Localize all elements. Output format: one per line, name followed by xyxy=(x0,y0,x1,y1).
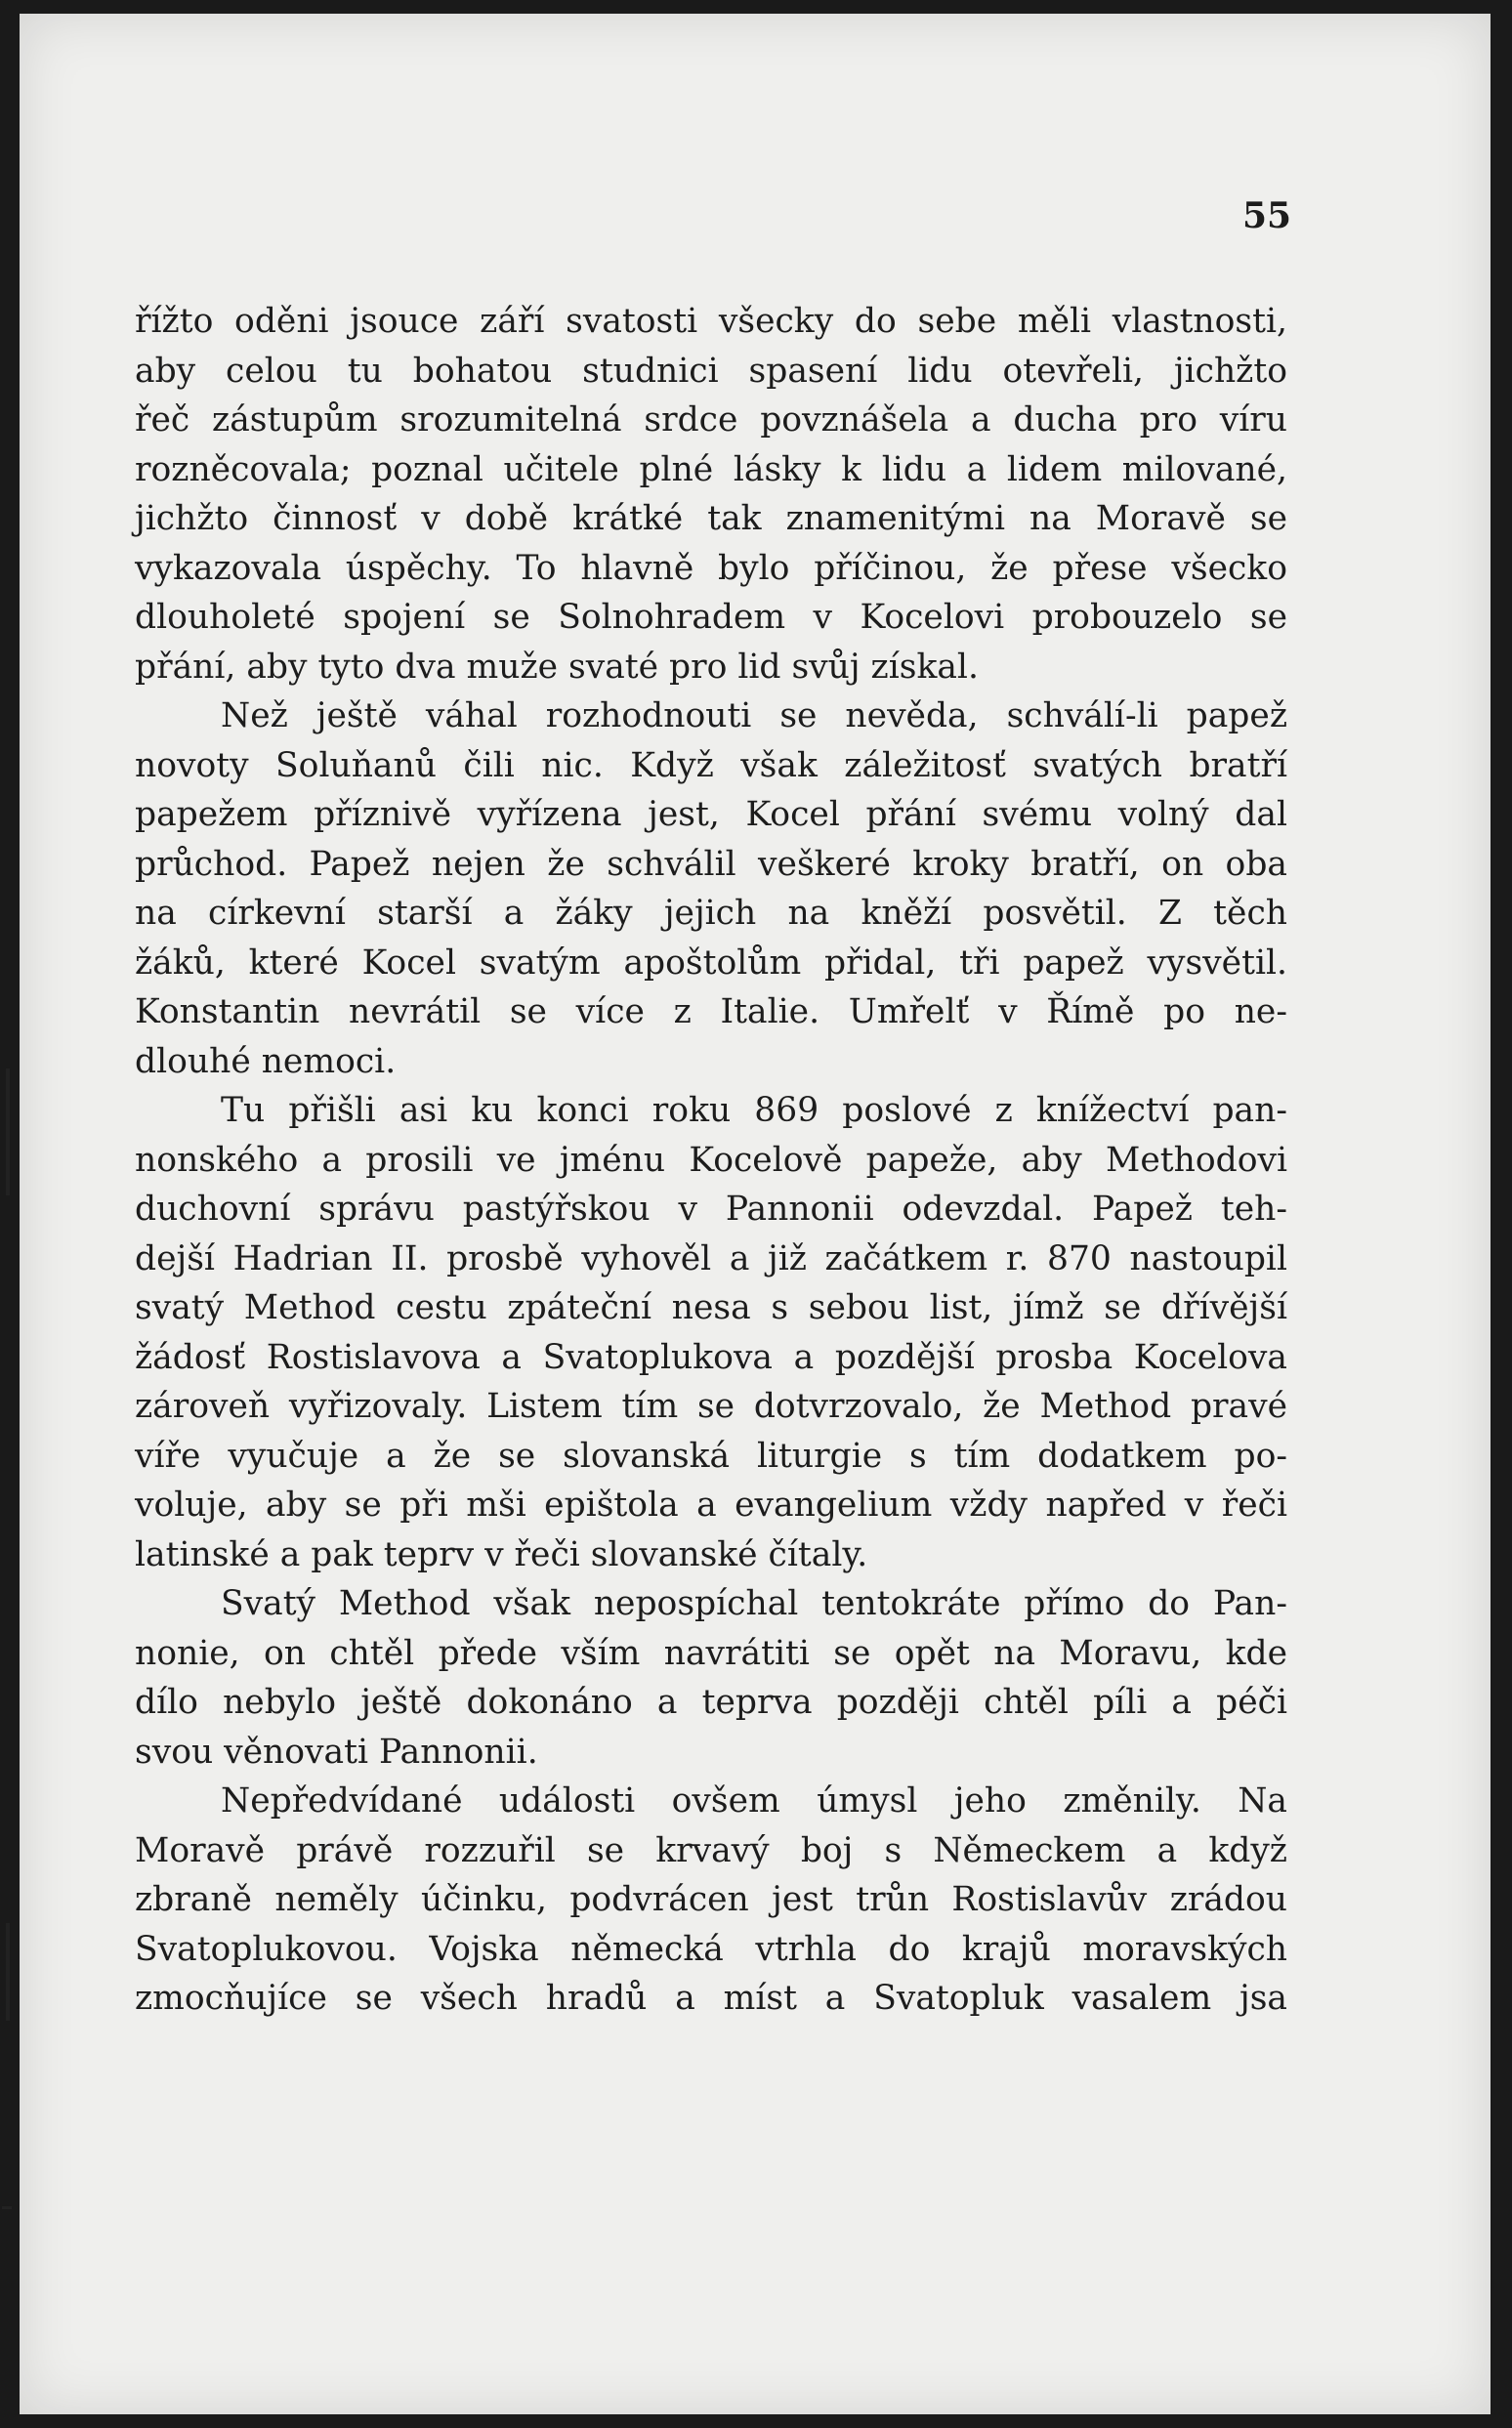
text-line: dlouhé nemoci. xyxy=(135,1041,397,1081)
text-line: Nepředvídané události ovšem úmysl jeho změnily. Na xyxy=(221,1781,1287,1821)
text-line: Moravě právě rozzuřil se krvavý boj s Německem a když xyxy=(135,1830,1287,1870)
margin-mark xyxy=(6,1923,10,2021)
text-line: latinské a pak teprv v řeči slovanské čítaly. xyxy=(135,1534,868,1574)
margin-mark xyxy=(6,1068,10,1195)
text-line: zmocňujíce se všech hradů a míst a Svatopluk vasalem jsa xyxy=(135,1979,1287,2018)
text-line: žáků, které Kocel svatým apoštolům přidal, tři papež vysvětil. xyxy=(135,942,1287,983)
text-line: duchovní správu pastýřskou v Pannonii odevzdal. Papež teh- xyxy=(135,1190,1287,1229)
body-text xyxy=(135,297,1287,2024)
text-line: žádosť Rostislavova a Svatoplukova a pozdější prosba Kocelova xyxy=(135,1337,1287,1377)
text-line: Svatoplukovou. Vojska německá vtrhla do krajů moravských xyxy=(135,1929,1287,1969)
text-line: Svatý Method však nepospíchal tentokráte přímo do Pan- xyxy=(221,1584,1287,1623)
text-line: Konstantin nevrátil se více z Italie. Umřelť v Římě po ne- xyxy=(135,992,1287,1031)
text-line: jichžto činnosť v době krátké tak znamenitými na Moravě se xyxy=(135,499,1287,538)
text-line: voluje, aby se při mši epištola a evangelium vždy napřed v řeči xyxy=(135,1486,1287,1525)
book-page xyxy=(20,14,1491,2414)
text-line: víře vyučuje a že se slovanská liturgie s tím dodatkem po- xyxy=(135,1436,1287,1476)
text-line: řeč zástupům srozumitelná srdce povznášela a ducha pro víru xyxy=(135,400,1287,440)
text-line: zároveň vyřizovaly. Listem tím se dotvrzovalo, že Method pravé xyxy=(135,1387,1287,1426)
text-line: papežem příznivě vyřízena jest, Kocel přání svému volný dal xyxy=(135,795,1287,834)
text-line: novoty Soluňanů čili nic. Když však záležitosť svatých bratří xyxy=(135,745,1287,785)
text-line: dílo nebylo ještě dokonáno a teprva později chtěl píli a péči xyxy=(135,1683,1287,1722)
text-line: řížto oděni jsouce září svatosti všecky do sebe měli vlastnosti, xyxy=(135,302,1287,341)
page-number: 55 xyxy=(1242,195,1292,236)
text-line: nonie, on chtěl přede vším navrátiti se opět na Moravu, kde xyxy=(135,1633,1287,1673)
text-line: Než ještě váhal rozhodnouti se nevěda, schválí-li papež xyxy=(221,696,1287,735)
text-line: svatý Method cestu zpáteční nesa s sebou list, jímž se dřívější xyxy=(135,1288,1287,1327)
text-line: dlouholeté spojení se Solnohradem v Kocelovi probouzelo se xyxy=(135,598,1287,637)
text-line: Tu přišli asi ku konci roku 869 poslové z knížectví pan- xyxy=(221,1091,1287,1130)
text-line: průchod. Papež nejen že schválil veškeré kroky bratří, on oba xyxy=(135,844,1287,884)
text-line: přání, aby tyto dva muže svaté pro lid svůj získal. xyxy=(135,647,979,687)
text-line: na církevní starší a žáky jejich na kněží posvětil. Z těch xyxy=(135,894,1287,933)
text-line: vykazovala úspěchy. To hlavně bylo příčinou, že přese všecko xyxy=(135,548,1287,588)
text-line: aby celou tu bohatou studnici spasení lidu otevřeli, jichžto xyxy=(135,351,1287,391)
text-line: dejší Hadrian II. prosbě vyhověl a již začátkem r. 870 nastoupil xyxy=(135,1238,1287,1278)
text-line: rozněcovala; poznal učitele plné lásky k lidu a lidem milované, xyxy=(135,449,1287,489)
text-line: zbraně neměly účinku, podvrácen jest trůn Rostislavův zrádou xyxy=(135,1880,1287,1919)
text-line: nonského a prosili ve jménu Kocelově papeže, aby Methodovi xyxy=(135,1140,1287,1180)
margin-mark xyxy=(2,2206,12,2209)
text-line: svou věnovati Pannonii. xyxy=(135,1732,538,1772)
